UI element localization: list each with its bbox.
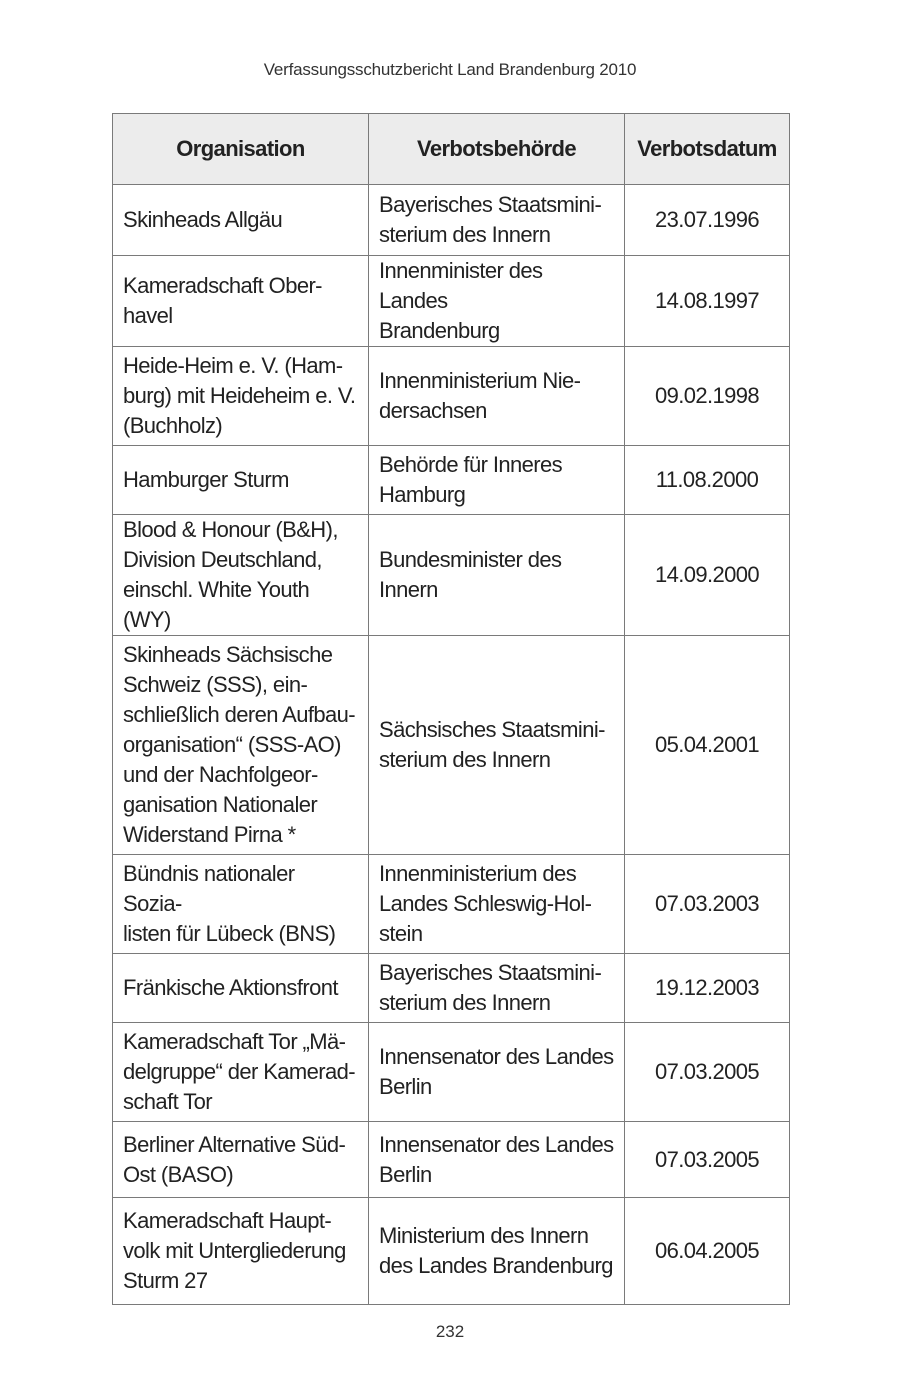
organisation-text: Kameradschaft Ober- havel [123,273,322,328]
organisation-text: Fränkische Aktionsfront [123,975,338,1000]
authority-cell [369,347,625,446]
authority-cell [369,636,625,855]
authority-text: Innensenator des Landes Berlin [379,1131,614,1187]
organisation-cell [113,636,369,855]
organisation-text: Hamburger Sturm [123,467,289,492]
authority-text: Bayerisches Staatsmini- sterium des Innern [379,192,602,247]
page-number: 232 [435,1322,465,1341]
organisation-text: Heide-Heim e. V. (Ham- burg) mit Heideheim e. V. (Buchholz) [123,353,356,438]
table-row [113,347,790,446]
organisation-cell [113,855,369,954]
table-row [113,954,790,1023]
authority-cell [369,185,625,256]
table-row [113,446,790,515]
date-cell: 11.08.2000 [625,446,790,515]
table-row [113,515,790,636]
date-cell: 07.03.2003 [625,855,790,954]
header-row [113,114,790,185]
date-cell: 07.03.2005 [625,1122,790,1198]
organisation-cell [113,954,369,1023]
date-cell: 05.04.2001 [625,636,790,855]
table-body [113,185,790,1305]
organisation-cell [113,347,369,446]
organisation-cell [113,185,369,256]
organisation-text: Kameradschaft Haupt- volk mit Untergliederung Sturm 27 [123,1208,346,1293]
organisation-cell [113,1023,369,1122]
organisation-text: Skinheads Sächsische Schweiz (SSS), ein- schließlich deren Aufbau- organisation“ (SSS-AO) und der Nachfolgeor- ganisation Nationaler Widerstand Pirna * [123,642,356,847]
organisation-text: Berliner Alternative Süd- Ost (BASO) [123,1131,346,1187]
table-row [113,185,790,256]
authority-cell [369,954,625,1023]
table-row [113,1198,790,1305]
authority-cell [369,256,625,347]
authority-cell [369,515,625,636]
table-header [113,114,790,185]
column-header-organisation: Organisation [113,114,369,185]
authority-text: Innensenator des Landes Berlin [379,1044,614,1099]
column-header-date: Verbotsdatum [625,114,790,185]
organisation-cell [113,446,369,515]
authority-text: Bundesminister des Innern [379,547,562,602]
organisation-cell [113,1198,369,1305]
authority-cell [369,1122,625,1198]
date-cell: 07.03.2005 [625,1023,790,1122]
organisation-text: Blood & Honour (B&H), Division Deutschland, einschl. White Youth (WY) [123,517,338,632]
organisation-text: Bündnis nationaler Sozia- listen für Lübeck (BNS) [123,861,336,946]
authority-cell [369,855,625,954]
authority-cell [369,1023,625,1122]
table-row [113,1122,790,1198]
authority-cell [369,446,625,515]
column-header-authority: Verbotsbehörde [369,114,625,185]
date-cell: 14.09.2000 [625,515,790,636]
date-cell: 06.04.2005 [625,1198,790,1305]
table-row [113,855,790,954]
authority-text: Innenministerium Nie- dersachsen [379,368,581,423]
ban-table [112,113,790,1305]
table-row [113,1023,790,1122]
authority-text: Behörde für Inneres Hamburg [379,452,563,507]
table-row [113,636,790,855]
authority-cell [369,1198,625,1305]
authority-text: Innenminister des Landes Brandenburg [379,258,543,343]
authority-text: Bayerisches Staatsmini- sterium des Innern [379,960,602,1015]
table-row [113,256,790,347]
date-cell: 09.02.1998 [625,347,790,446]
organisation-cell [113,515,369,636]
date-cell: 23.07.1996 [625,185,790,256]
organisation-text: Skinheads Allgäu [123,207,283,232]
organisation-cell [113,1122,369,1198]
authority-text: Innenministerium des Landes Schleswig-Hol- stein [379,861,592,946]
organisation-text: Kameradschaft Tor „Mä- delgruppe“ der Kamerad- schaft Tor [123,1029,356,1114]
date-cell: 19.12.2003 [625,954,790,1023]
authority-text: Sächsisches Staatsmini- sterium des Innern [379,717,605,772]
organisation-cell [113,256,369,347]
date-cell: 14.08.1997 [625,256,790,347]
running-header: Verfassungsschutzbericht Land Brandenburg 2010 [263,60,637,79]
authority-text: Ministerium des Innern des Landes Brandenburg [379,1223,613,1278]
